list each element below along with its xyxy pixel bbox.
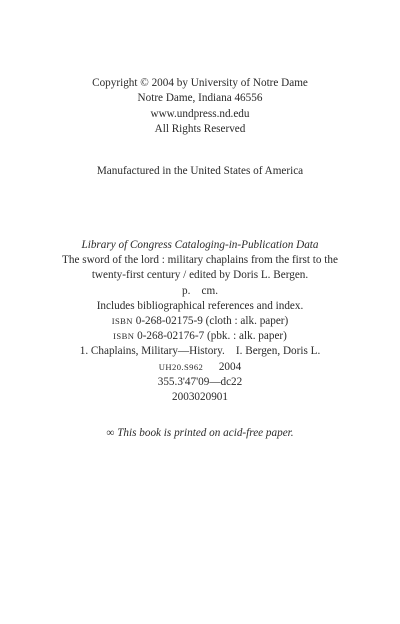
acid-free-text: This book is printed on acid-free paper. bbox=[117, 427, 294, 439]
rights-statement: All Rights Reserved bbox=[154, 123, 246, 136]
lc-class-year: 2004 bbox=[218, 360, 242, 373]
isbn-label: ISBN bbox=[111, 316, 133, 327]
cip-title-line-2: twenty-first century / edited by Doris L. Bergen. bbox=[91, 269, 309, 282]
cip-control-number: 2003020901 bbox=[172, 391, 228, 404]
cip-block bbox=[0, 238, 400, 405]
cip-dewey: 355.3'47'09—dc22 bbox=[157, 375, 243, 388]
cip-isbn-cloth bbox=[0, 314, 400, 329]
acid-free-block bbox=[0, 426, 400, 441]
isbn-value: 0-268-02175-9 (cloth : alk. paper) bbox=[135, 315, 289, 328]
cip-pagination: p. cm. bbox=[181, 284, 219, 297]
lc-class-code: UH20.S962 bbox=[158, 361, 204, 372]
cip-lc-class bbox=[0, 360, 400, 375]
cip-heading: Library of Congress Cataloging-in-Publication Data bbox=[81, 239, 319, 251]
cip-title-line-1: The sword of the lord : military chaplains from the first to the bbox=[62, 254, 338, 267]
acid-free-statement bbox=[0, 426, 400, 441]
manufacture-statement: Manufactured in the United States of America bbox=[96, 165, 304, 177]
cip-isbn-paperback bbox=[0, 329, 400, 344]
cip-notes: Includes bibliographical references and index. bbox=[96, 299, 304, 312]
infinity-icon: ∞ bbox=[106, 427, 115, 439]
publisher-website: www.undpress.nd.edu bbox=[150, 107, 250, 120]
isbn-value: 0-268-02176-7 (pbk. : alk. paper) bbox=[137, 330, 287, 343]
copyright-block bbox=[0, 76, 400, 138]
cip-subjects: 1. Chaplains, Military—History. I. Bergen, Doris L. bbox=[79, 345, 321, 358]
copyright-notice: Copyright © 2004 by University of Notre Dame bbox=[92, 77, 308, 89]
manufacture-block bbox=[0, 164, 400, 179]
publisher-address: Notre Dame, Indiana 46556 bbox=[137, 92, 263, 105]
isbn-label: ISBN bbox=[113, 331, 135, 342]
